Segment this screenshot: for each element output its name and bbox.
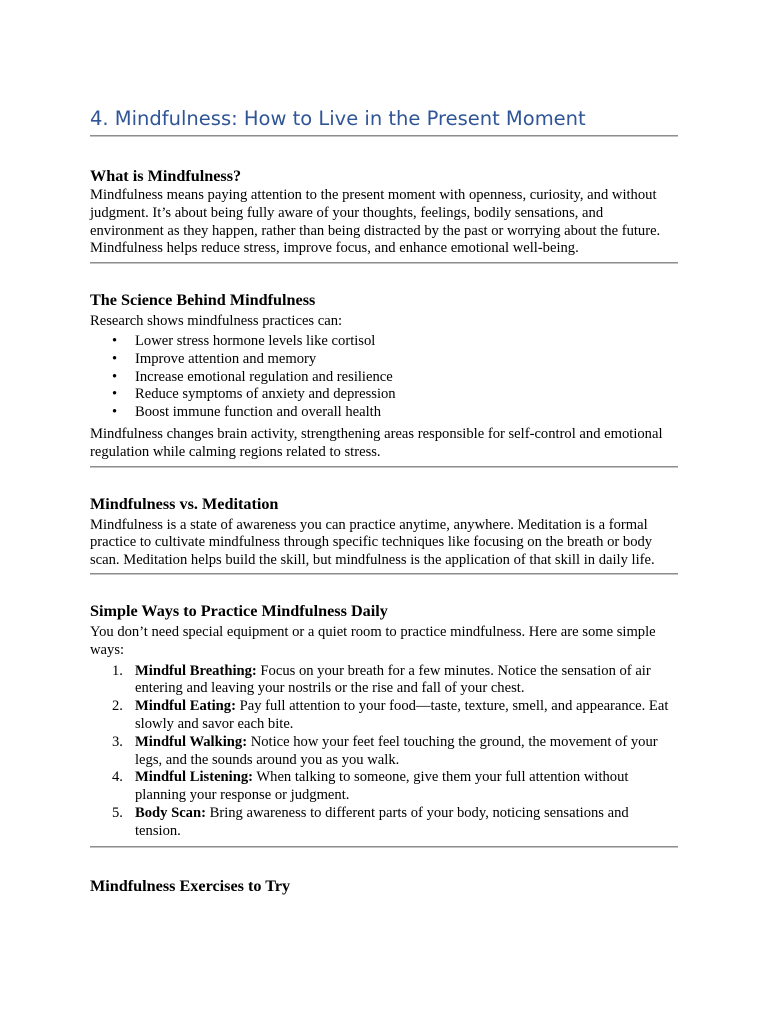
step-text: Focus on your breath for a few minutes. Notice the sensation of air entering and leaving your nostrils or the rise and fall of your chest. xyxy=(135,662,651,697)
list-item xyxy=(90,805,678,841)
list-item xyxy=(90,663,678,699)
page-title: 4. Mindfulness: How to Live in the Present Moment xyxy=(90,107,586,130)
section-heading-vs: Mindfulness vs. Meditation xyxy=(90,494,279,513)
list-number: 3. xyxy=(112,733,123,750)
step-text: When talking to someone, give them your full attention without planning your response or judgment. xyxy=(135,769,629,804)
section-heading-what: What is Mindfulness? xyxy=(90,167,242,185)
step-term: Body Scan: xyxy=(135,804,206,821)
section-body-vs: Mindfulness is a state of awareness you can practice anytime, anywhere. Meditation is a formal practice to cultivate mindfulness through specific techniques like focusing on the breath or body scan. Meditation helps build the skill, but mindfulness is the application of that skill in daily life. xyxy=(90,516,655,569)
list-item xyxy=(90,769,678,805)
section-outro-science: Mindfulness changes brain activity, strengthening areas responsible for self-control and emotional regulation while calming regions related to stress. xyxy=(90,425,663,460)
bullet-icon: • xyxy=(112,368,118,385)
list-number: 4. xyxy=(112,769,123,786)
list-number: 5. xyxy=(112,804,123,821)
list-item: • Improve attention and memory xyxy=(112,350,317,367)
step-term: Mindful Walking: xyxy=(135,733,248,750)
section-heading-exercises: Mindfulness Exercises to Try xyxy=(90,876,291,895)
list-item: • Reduce symptoms of anxiety and depression xyxy=(112,386,396,403)
list-item xyxy=(90,734,678,770)
section-heading-ways: Simple Ways to Practice Mindfulness Daily xyxy=(90,601,388,620)
document-page xyxy=(90,104,678,896)
section-body-what: Mindfulness means paying attention to the present moment with openness, curiosity, and without judgment. It’s about being fully aware of your thoughts, feelings, bodily sensations, and environment as they happen, rather than being distracted by the past or worrying about the future. Mindfulness helps reduce stress, improve focus, and enhance emotional well-being. xyxy=(90,187,661,257)
science-bullet-list xyxy=(90,333,678,422)
bullet-icon: • xyxy=(112,350,118,367)
list-item: • Lower stress hormone levels like cortisol xyxy=(112,332,376,349)
section-heading-science: The Science Behind Mindfulness xyxy=(90,291,316,310)
step-term: Mindful Eating: xyxy=(135,698,236,715)
list-item: • Boost immune function and overall health xyxy=(112,404,382,421)
section-intro-ways: You don’t need special equipment or a quiet room to practice mindfulness. Here are some simple ways: xyxy=(90,623,656,658)
step-text: Notice how your feet feel touching the ground, the movement of your legs, and the sounds around you as you walk. xyxy=(135,733,658,768)
bullet-icon: • xyxy=(112,386,118,403)
section-intro-science: Research shows mindfulness practices can: xyxy=(90,313,343,330)
step-text: Pay full attention to your food—taste, texture, smell, and appearance. Eat slowly and savor each bite. xyxy=(135,698,669,732)
list-number: 1. xyxy=(112,662,123,679)
step-term: Mindful Listening: xyxy=(135,769,253,786)
ways-numbered-list xyxy=(90,663,678,841)
bullet-icon: • xyxy=(112,332,118,349)
bullet-icon: • xyxy=(112,404,118,421)
step-text: Bring awareness to different parts of your body, noticing sensations and tension. xyxy=(135,804,629,839)
list-item xyxy=(90,698,678,734)
list-number: 2. xyxy=(112,698,123,715)
list-item: • Increase emotional regulation and resilience xyxy=(112,368,393,385)
step-term: Mindful Breathing: xyxy=(135,662,257,679)
